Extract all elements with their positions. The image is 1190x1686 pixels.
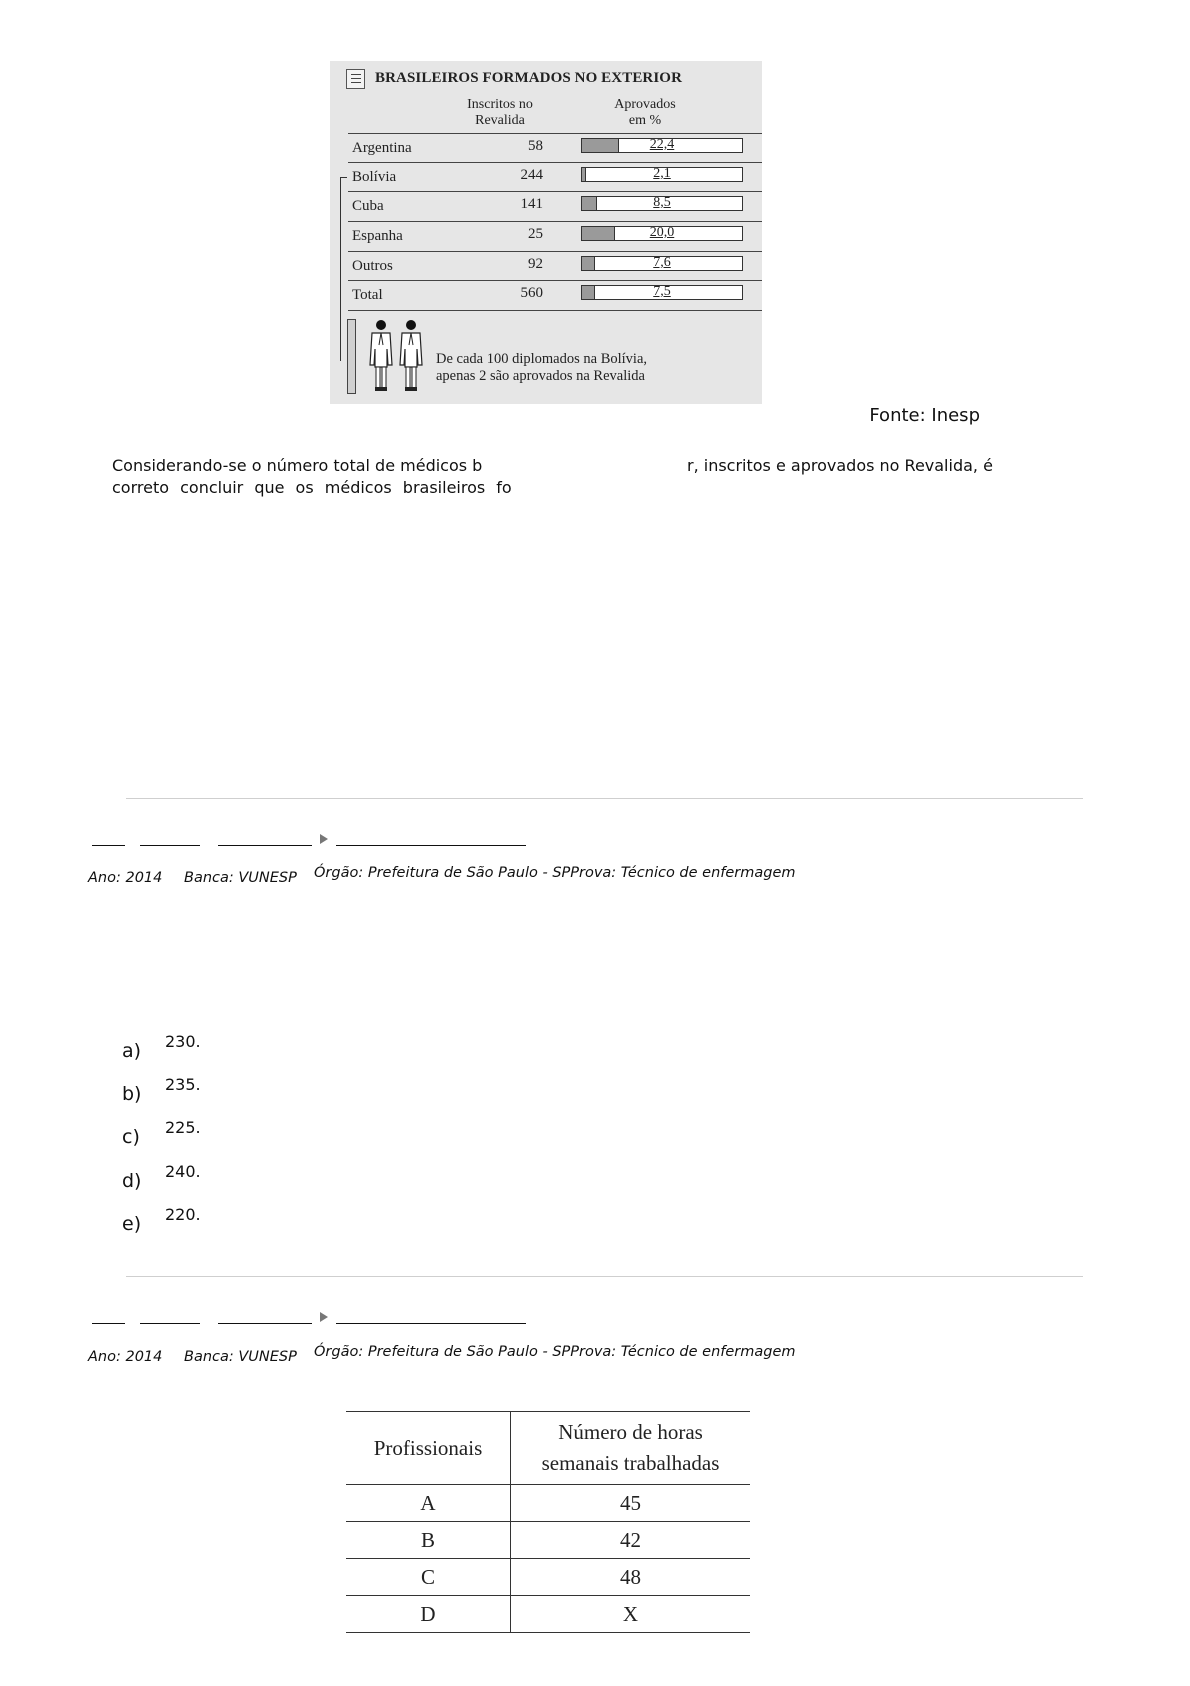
toolbar-link[interactable] (92, 845, 125, 847)
table-row (348, 280, 762, 310)
cell-horas: X (511, 1596, 751, 1633)
cell-profissional: D (346, 1596, 511, 1633)
approval-bar (581, 196, 743, 211)
play-arrow-icon[interactable] (320, 834, 328, 844)
approval-percent: 7,6 (653, 255, 671, 270)
country-name: Outros (352, 258, 393, 274)
answer-option-a[interactable]: a) 230. (122, 1032, 201, 1062)
approval-bar (581, 167, 743, 182)
question-toolbar (92, 836, 532, 846)
table-bottom-rule (348, 310, 762, 311)
country-name: Espanha (352, 228, 403, 244)
divider (126, 798, 1083, 799)
cell-horas: 42 (511, 1522, 751, 1559)
approval-bar (581, 285, 743, 300)
meta-banca: Banca: VUNESP (184, 870, 297, 886)
hours-table (346, 1411, 750, 1633)
table-row (348, 221, 762, 251)
approval-percent: 8,5 (653, 195, 671, 210)
table-row (348, 191, 762, 221)
play-arrow-icon[interactable] (320, 1312, 328, 1322)
cell-profissional: B (346, 1522, 511, 1559)
header-horas: Número de horas semanais trabalhadas (511, 1412, 751, 1485)
toolbar-link[interactable] (336, 1323, 526, 1325)
cell-profissional: A (346, 1485, 511, 1522)
list-icon (346, 69, 365, 89)
divider (126, 1276, 1083, 1277)
figure-title: BRASILEIROS FORMADOS NO EXTERIOR (375, 70, 683, 86)
approval-percent: 20,0 (649, 225, 675, 240)
cell-horas: 48 (511, 1559, 751, 1596)
inscritos-value: 141 (520, 196, 543, 212)
country-name: Cuba (352, 198, 384, 214)
answer-option-b[interactable]: b) 235. (122, 1075, 201, 1105)
gauge-bar (347, 319, 356, 394)
toolbar-link[interactable] (218, 845, 312, 847)
table-row (346, 1485, 750, 1522)
approval-percent: 7,5 (653, 284, 671, 299)
inscritos-value: 560 (520, 285, 543, 301)
question-toolbar (92, 1314, 532, 1324)
approval-percent: 2,1 (653, 166, 671, 181)
cell-profissional: C (346, 1559, 511, 1596)
toolbar-link[interactable] (218, 1323, 312, 1325)
country-name: Total (352, 287, 383, 303)
figure-caption: De cada 100 diplomados na Bolívia, apenas 2 são aprovados na Revalida (436, 351, 648, 384)
table-row (346, 1559, 750, 1596)
approval-bar (581, 138, 743, 153)
meta-orgao: Órgão: Prefeitura de São Paulo - SPProva: Técnico de enfermagem (314, 865, 796, 881)
inscritos-value: 244 (520, 167, 543, 183)
meta-year: Ano: 2014 (88, 1349, 163, 1365)
answer-option-e[interactable]: e) 220. (122, 1205, 201, 1235)
toolbar-link[interactable] (92, 1323, 125, 1325)
table-row (348, 133, 762, 163)
doctor-icon (368, 319, 394, 392)
meta-banca: Banca: VUNESP (184, 1349, 297, 1365)
country-name: Bolívia (352, 169, 397, 185)
header-profissionais: Profissionais (346, 1412, 511, 1485)
source-label: Fonte: Inesp (869, 405, 980, 426)
table-row (348, 251, 762, 281)
toolbar-link[interactable] (140, 845, 200, 847)
country-name: Argentina (352, 140, 412, 156)
column-header-inscritos: Inscritos no Revalida (467, 97, 533, 128)
table-header-row (346, 1412, 750, 1485)
inscritos-value: 25 (528, 226, 543, 242)
approval-percent: 22,4 (649, 137, 675, 152)
answer-option-d[interactable]: d) 240. (122, 1162, 201, 1192)
toolbar-link[interactable] (336, 845, 526, 847)
approval-bar (581, 256, 743, 271)
cell-horas: 45 (511, 1485, 751, 1522)
approval-bar (581, 226, 743, 241)
meta-orgao: Órgão: Prefeitura de São Paulo - SPProva: Técnico de enfermagem (314, 1344, 796, 1360)
bracket-connector (340, 177, 347, 361)
table-row (348, 162, 762, 192)
inscritos-value: 92 (528, 256, 543, 272)
table-row (346, 1596, 750, 1633)
toolbar-link[interactable] (140, 1323, 200, 1325)
inscritos-value: 58 (528, 138, 543, 154)
table-row (346, 1522, 750, 1559)
answer-option-c[interactable]: c) 225. (122, 1118, 201, 1148)
doctor-icon (398, 319, 424, 392)
meta-year: Ano: 2014 (88, 870, 163, 886)
infographic-figure (330, 61, 762, 404)
column-header-aprovados: Aprovados em % (614, 97, 676, 128)
